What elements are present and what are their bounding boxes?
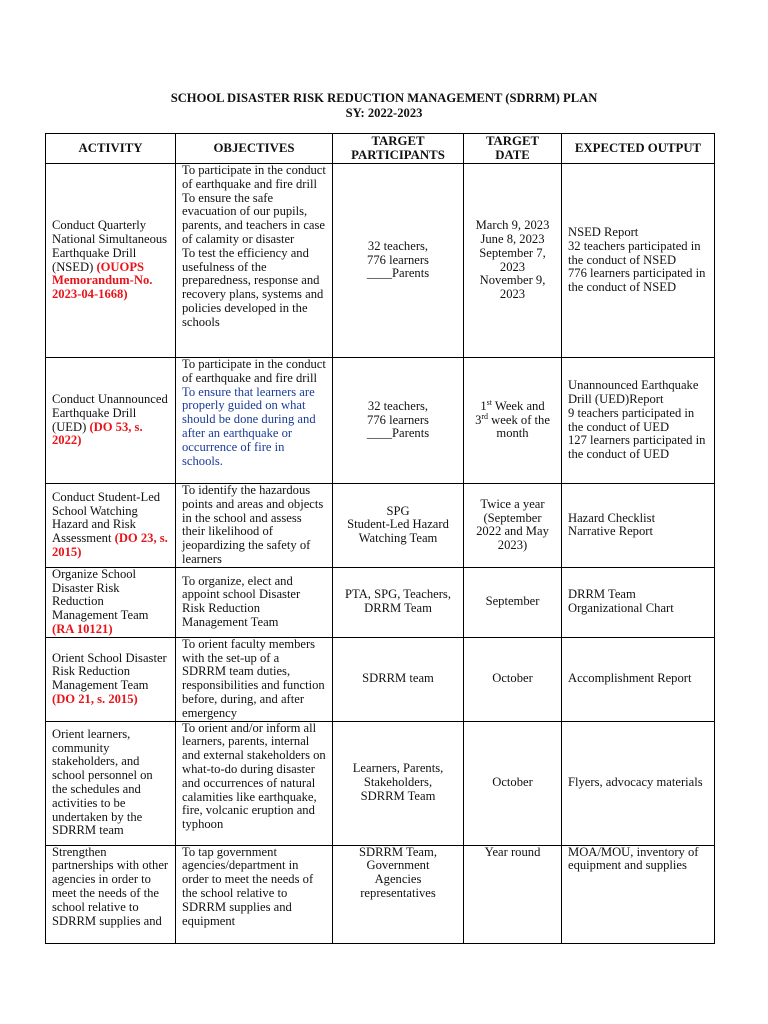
header-row [46,134,715,164]
header-date-line2: DATE [495,147,530,162]
activity-cell [46,358,176,484]
activity-text: Conduct Student-Led School Watching Hazard and Risk Assessment [52,489,161,546]
table-row [46,358,715,484]
activity-text: Orient School Disaster Risk Reduction Management Team [52,650,167,693]
date-cell: Year round [464,845,562,943]
activity-cell [46,164,176,358]
header-output: EXPECTED OUTPUT [562,134,715,164]
participants-cell: 32 teachers, 776 learners ____Parents [333,358,464,484]
activity-cell [46,637,176,721]
objectives-cell: To organize, elect and appoint school Disaster Risk Reduction Management Team [176,567,333,637]
date-cell: October [464,721,562,845]
header-date-line1: TARGET [485,134,540,148]
activity-text: Conduct Unannounced Earthquake Drill (UED) [52,391,168,434]
activity-cell: Strengthen partnerships with other agencies in order to meet the needs of the school relative to SDRRM supplies and [46,845,176,943]
objective-text: To participate in the conduct of earthquake and fire drill [182,357,326,385]
date-ordinal-suffix: st [486,397,493,407]
date-cell: October [464,637,562,721]
date-line-2 [470,411,555,428]
date-cell: September [464,567,562,637]
document-title [0,91,768,121]
activity-text: Conduct Quarterly National Simultaneous Earthquake Drill (NSED) [52,218,168,274]
activity-cell: Orient learners, community stakeholders, and school personnel on the schedules and activities to be undertaken by the SDRRM team [46,721,176,845]
table-row [46,845,715,943]
sdrrm-plan-table [45,133,715,944]
activity-reference: (OUOPS Memorandum-No. 2023-04-1668) [52,259,153,302]
participants-cell: SPG Student-Led Hazard Watching Team [333,484,464,568]
output-cell: Flyers, advocacy materials [562,721,715,845]
output-cell: Accomplishment Report [562,637,715,721]
objective-text-highlighted: To ensure that learners are properly guided on what should be done during and after an earthquake or occurrence of fire in schools. [182,384,316,468]
activity-cell [46,484,176,568]
participants-cell: 32 teachers, 776 learners ____Parents [333,164,464,358]
activity-text: Organize School Disaster Risk Reduction Management Team [52,567,149,623]
title-line-1: SCHOOL DISASTER RISK REDUCTION MANAGEMENT (SDRRM) PLAN [170,91,598,105]
participants-cell: PTA, SPG, Teachers, DRRM Team [333,567,464,637]
title-line-2: SY: 2022-2023 [345,106,423,120]
table-row [46,484,715,568]
activity-cell [46,567,176,637]
date-text: week of the [488,412,550,427]
date-cell: Twice a year (September 2022 and May 2023) [464,484,562,568]
header-activity: ACTIVITY [46,134,176,164]
date-ordinal: 3 [475,412,482,427]
table-row [46,637,715,721]
activity-reference: (DO 23, s. 2015) [52,531,168,560]
header-objectives: OBJECTIVES [176,134,333,164]
participants-cell: SDRRM team [333,637,464,721]
date-ordinal: 1 [480,398,487,413]
activity-reference: (DO 21, s. 2015) [52,691,138,706]
table-row [46,567,715,637]
objectives-cell: To identify the hazardous points and areas and objects in the school and assess their likelihood of jeopardizing the safety of learners [176,484,333,568]
participants-cell: SDRRM Team, Government Agencies representatives [333,845,464,943]
table-row [46,164,715,358]
header-date [464,134,562,164]
activity-reference: (DO 53, s. 2022) [52,419,143,448]
participants-cell: Learners, Parents, Stakeholders, SDRRM Team [333,721,464,845]
objectives-cell [176,358,333,484]
output-cell: Unannounced Earthquake Drill (UED)Report 9 teachers participated in the conduct of UED 127 learners participated in the conduct of UED [562,358,715,484]
activity-reference: (RA 10121) [52,621,113,636]
date-text: Week and [492,398,545,413]
output-cell: Hazard Checklist Narrative Report [562,484,715,568]
table-row [46,721,715,845]
output-cell: NSED Report 32 teachers participated in the conduct of NSED 776 learners participated in the conduct of NSED [562,164,715,358]
header-participants-line1: TARGET [371,134,425,148]
output-cell: MOA/MOU, inventory of equipment and supplies [562,845,715,943]
date-cell [464,358,562,484]
output-cell: DRRM Team Organizational Chart [562,567,715,637]
date-cell: March 9, 2023 June 8, 2023 September 7, 2023 November 9, 2023 [464,164,562,358]
header-participants-line2: PARTICIPANTS [351,147,445,162]
objectives-cell: To participate in the conduct of earthquake and fire drill To ensure the safe evacuation of our pupils, parents, and teachers in case of calamity or disaster To test the efficiency and usefulness of the preparedness, response and recovery plans, systems and policies developed in the schools [176,164,333,358]
objectives-cell: To tap government agencies/department in order to meet the needs of the school relative to SDRRM supplies and equipment [176,845,333,943]
objectives-cell: To orient faculty members with the set-up of a SDRRM team duties, responsibilities and function before, during, and after emergency [176,637,333,721]
header-participants [333,134,464,164]
date-line-3: month [496,426,529,441]
objectives-cell: To orient and/or inform all learners, parents, internal and external stakeholders on what-to-do during disaster and occurrences of natural calamities like earthquake, fire, volcanic eruption and typhoon [176,721,333,845]
date-ordinal-suffix: rd [481,411,489,421]
